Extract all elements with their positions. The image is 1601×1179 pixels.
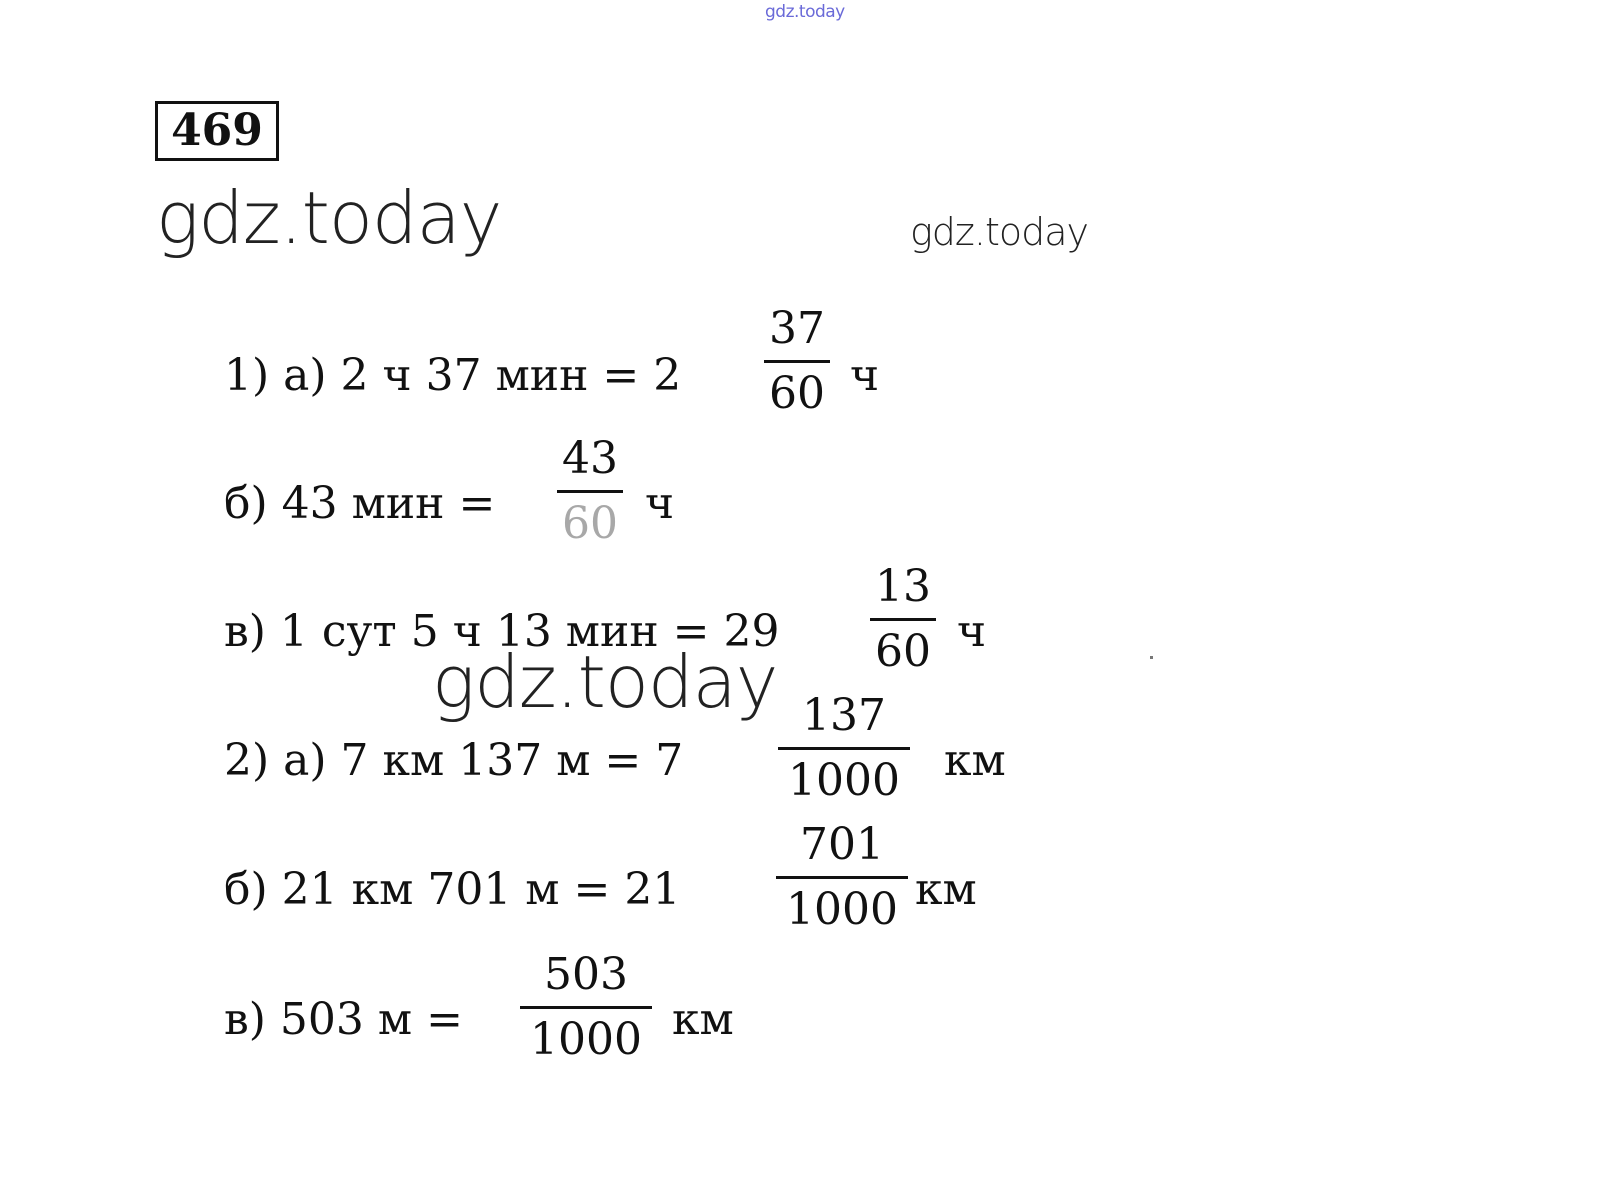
watermark-middle: gdz.today <box>432 640 778 724</box>
equation-2v-lhs: в) 503 м = <box>224 994 463 1045</box>
unit-2v: км <box>672 994 734 1045</box>
fraction-bar <box>520 1006 652 1009</box>
fraction-bar <box>764 360 830 363</box>
numerator: 43 <box>562 433 618 484</box>
fraction-2v <box>520 950 652 1065</box>
denominator: 60 <box>562 498 618 549</box>
watermark-top: gdz.today <box>765 2 845 22</box>
denominator: 1000 <box>530 1014 642 1065</box>
equation-1a-lhs: 1) а) 2 ч 37 мин = 2 <box>224 350 682 401</box>
equation-2a-lhs: 2) а) 7 км 137 м = 7 <box>224 735 684 786</box>
fraction-bar <box>870 618 936 621</box>
denominator: 1000 <box>788 755 900 806</box>
fraction-bar <box>557 490 623 493</box>
unit-2b: км <box>915 864 977 915</box>
numerator: 37 <box>769 303 825 354</box>
denominator: 1000 <box>786 884 898 935</box>
fraction-bar <box>776 876 908 879</box>
fraction-2a <box>778 691 910 806</box>
speck <box>1150 656 1153 659</box>
numerator: 13 <box>875 561 931 612</box>
denominator: 60 <box>769 368 825 419</box>
watermark-small: gdz.today <box>910 210 1088 254</box>
unit-1a: ч <box>850 350 880 401</box>
unit-2a: км <box>944 735 1006 786</box>
task-number: 469 <box>155 101 279 161</box>
equation-1b-lhs: б) 43 мин = <box>224 478 496 529</box>
equation-2b-lhs: б) 21 км 701 м = 21 <box>224 864 681 915</box>
fraction-bar <box>778 747 910 750</box>
numerator: 701 <box>800 819 884 870</box>
denominator: 60 <box>875 626 931 677</box>
fraction-2b <box>776 820 908 935</box>
fraction-1a <box>764 304 830 419</box>
unit-1v: ч <box>957 606 987 657</box>
watermark-large: gdz.today <box>156 176 502 260</box>
numerator: 137 <box>802 690 886 741</box>
equation-1v-lhs: в) 1 сут 5 ч 13 мин = 29 <box>224 606 780 657</box>
fraction-1b <box>557 434 623 549</box>
fraction-1v <box>870 562 936 677</box>
unit-1b: ч <box>645 478 675 529</box>
numerator: 503 <box>544 949 628 1000</box>
